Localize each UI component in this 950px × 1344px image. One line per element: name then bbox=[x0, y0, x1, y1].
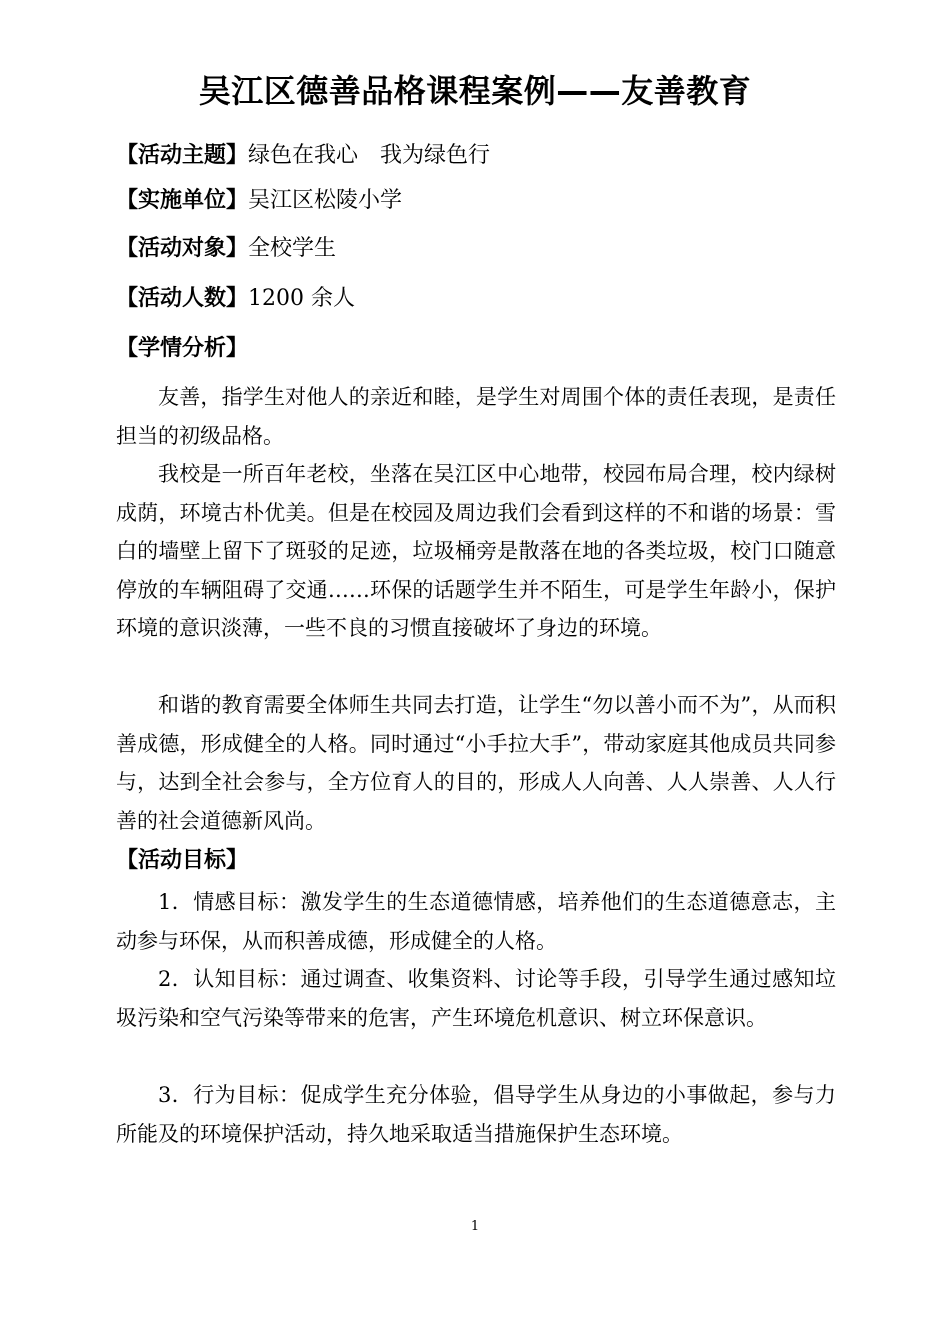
field-label: 【活动对象】 bbox=[116, 236, 249, 261]
section-heading-goals: 【活动目标】 bbox=[116, 848, 249, 873]
field-label: 【活动主题】 bbox=[116, 143, 249, 168]
goal-paragraph: 3．行为目标：促成学生充分体验，倡导学生从身边的小事做起，参与力所能及的环境保护活动，持久地采取适当措施保护生态环境。 bbox=[116, 1083, 836, 1146]
analysis-paragraph: 我校是一所百年老校，坐落在吴江区中心地带，校园布局合理，校内绿树成荫，环境古朴优美。但是在校园及周边我们会看到这样的不和谐的场景：雪白的墙壁上留下了斑驳的足迹，垃圾桶旁是散落在地的各类垃圾，校门口随意停放的车辆阻碍了交通……环保的话题学生并不陌生，可是学生年龄小，保护环境的意识淡薄，一些不良的习惯直接破坏了身边的环境。 bbox=[116, 462, 836, 640]
field-value: 吴江区松陵小学 bbox=[248, 188, 403, 213]
field-value: 1200 余人 bbox=[248, 286, 355, 311]
field-organizer bbox=[116, 184, 402, 218]
field-value: 全校学生 bbox=[248, 236, 337, 261]
goal-paragraph: 2．认知目标：通过调查、收集资料、讨论等手段，引导学生通过感知垃圾污染和空气污染等带来的危害，产生环境危机意识、树立环保意识。 bbox=[116, 967, 836, 1030]
section-heading-analysis: 【学情分析】 bbox=[116, 336, 249, 361]
field-participants bbox=[116, 232, 336, 266]
field-headcount bbox=[116, 282, 355, 316]
analysis-paragraph: 友善，指学生对他人的亲近和睦，是学生对周围个体的责任表现，是责任担当的初级品格。 bbox=[116, 385, 836, 448]
field-activity-theme bbox=[116, 139, 490, 173]
field-label: 【实施单位】 bbox=[116, 188, 249, 213]
field-label: 【活动人数】 bbox=[116, 286, 249, 311]
page-number: 1 bbox=[470, 1219, 480, 1234]
goal-paragraph: 1．情感目标：激发学生的生态道德情感，培养他们的生态道德意志，主动参与环保，从而积善成德，形成健全的人格。 bbox=[116, 890, 836, 953]
analysis-paragraph: 和谐的教育需要全体师生共同去打造，让学生“勿以善小而不为”，从而积善成德，形成健全的人格。同时通过“小手拉大手”，带动家庭其他成员共同参与，达到全社会参与，全方位育人的目的，形成人人向善、人人崇善、人人行善的社会道德新风尚。 bbox=[116, 693, 836, 833]
document-title: 吴江区德善品格课程案例——友善教育 bbox=[198, 72, 752, 110]
field-value: 绿色在我心 我为绿色行 bbox=[248, 143, 491, 168]
